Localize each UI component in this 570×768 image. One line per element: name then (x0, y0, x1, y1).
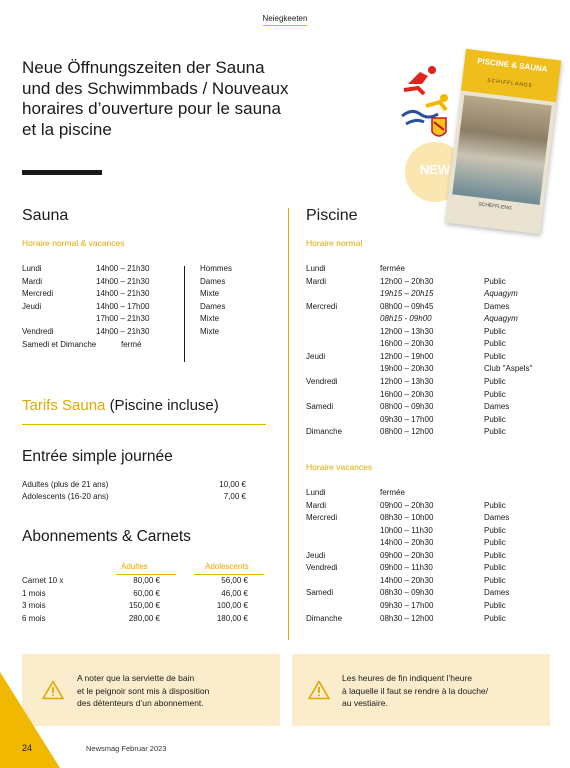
piscine-day: Jeudi (306, 351, 326, 361)
piscine-vac-day: Lundi (306, 488, 326, 497)
piscine-vacances-label: Horaire vacances (306, 462, 373, 472)
tarifs-rule (22, 424, 266, 425)
piscine-normal-label: Horaire normal (306, 238, 363, 248)
piscine-time: fermée (380, 264, 405, 273)
piscine-day: Lundi (306, 264, 326, 273)
flyer-title: PISCINE & SAUNA (476, 56, 549, 74)
title-underline (22, 170, 102, 175)
piscine-who: Public (484, 351, 506, 361)
piscine-vac-who: Public (484, 550, 506, 560)
piscine-who: Public (484, 389, 506, 399)
subscriptions-title: Abonnements & Carnets (22, 528, 191, 545)
piscine-time: 12h00 – 19h00 (380, 351, 434, 361)
piscine-who: Public (484, 376, 506, 386)
new-badge: NEW (419, 162, 451, 177)
price-label: Adolescents (16-20 ans) (22, 492, 109, 501)
piscine-who: Aquagym (484, 314, 518, 324)
piscine-who: Public (484, 427, 506, 437)
piscine-who: Public (484, 326, 506, 336)
piscine-vac-who: Public (484, 538, 506, 548)
piscine-time: 09h30 – 17h00 (380, 414, 434, 424)
piscine-time: 12h00 – 13h30 (380, 326, 434, 336)
piscine-vac-time: 09h00 – 20h30 (380, 500, 434, 510)
note-left-line: et le peignoir sont mis à disposition (77, 685, 210, 696)
sauna-time: 14h00 – 21h30 (96, 276, 150, 286)
price-adultes: 280,00 € (128, 613, 160, 623)
piscine-who: Public (484, 276, 506, 286)
piscine-vac-who: Dames (484, 588, 510, 598)
piscine-vac-time: 14h00 – 20h30 (380, 575, 434, 585)
price-adultes: 60,00 € (133, 588, 160, 598)
sauna-who: Mixte (200, 314, 220, 323)
simple-entry-title: Entrée simple journée (22, 448, 173, 465)
piscine-time: 08h00 – 09h30 (380, 402, 434, 412)
sauna-who: Mixte (200, 327, 220, 336)
sauna-day: Samedi et Dimanche (22, 339, 97, 349)
price-adolescents: 100,00 € (216, 601, 248, 610)
sauna-title: Sauna (22, 207, 69, 224)
piscine-vac-time: 08h30 – 09h30 (380, 588, 434, 598)
sauna-time: 14h00 – 21h30 (96, 264, 150, 273)
piscine-who: Dames (484, 402, 510, 412)
piscine-vac-who: Public (484, 600, 506, 610)
piscine-vac-day: Dimanche (306, 613, 343, 623)
piscine-day: Samedi (306, 402, 334, 412)
piscine-time: 12h00 – 20h30 (380, 276, 434, 286)
piscine-who: Public (484, 339, 506, 349)
piscine-vac-time: 09h00 – 20h30 (380, 550, 434, 560)
sauna-time: 14h00 – 17h00 (96, 301, 150, 311)
piscine-vac-day: Mercredi (306, 513, 338, 523)
sauna-who: Mixte (200, 289, 220, 298)
sauna-subtitle: Horaire normal & vacances (22, 238, 125, 248)
sauna-time: 14h00 – 21h30 (96, 327, 150, 336)
subscription-label: Carnet 10 x (22, 576, 64, 585)
price-adultes: 80,00 € (133, 576, 160, 585)
piscine-vac-time: 09h00 – 11h30 (380, 563, 433, 573)
piscine-who: Aquagym (484, 289, 518, 299)
page-number: 24 (22, 743, 33, 753)
piscine-time: 12h00 – 13h30 (380, 376, 434, 386)
price-value: 10,00 € (219, 480, 246, 489)
piscine-vac-day: Vendredi (306, 563, 338, 573)
sauna-who: Dames (200, 276, 226, 286)
note-right-line: Les heures de fin indiquent l’heure (342, 673, 472, 683)
page-title: Neue Öffnungszeiten der Sauna und des Schwimmbads / Nouveaux horaires d’ouverture pour le sauna et la piscine (22, 58, 289, 140)
tarifs-title: Tarifs Sauna (Piscine incluse) (22, 397, 219, 414)
piscine-time: 08h15 - 09h00 (380, 314, 432, 324)
piscine-day: Vendredi (306, 376, 338, 386)
price-adultes: 150,00 € (128, 601, 160, 610)
piscine-vac-day: Samedi (306, 588, 334, 598)
piscine-time: 19h15 – 20h15 (380, 289, 434, 299)
piscine-vac-who: Dames (484, 513, 510, 523)
piscine-time: 16h00 – 20h30 (380, 389, 434, 399)
piscine-vac-who: Public (484, 575, 506, 585)
note-right-line: à laquelle il faut se rendre à la douche/ (342, 685, 489, 696)
price-adolescents: 180,00 € (216, 613, 248, 623)
magazine-name: Newsmag Februar 2023 (86, 744, 167, 753)
sauna-who: Hommes (200, 264, 233, 273)
flyer-image (445, 49, 562, 234)
sauna-day: Mardi (22, 276, 43, 286)
price-adolescents: 56,00 € (221, 576, 248, 585)
sauna-day: Jeudi (22, 301, 42, 311)
piscine-who: Dames (484, 301, 510, 311)
col-head-adultes: Adultes (121, 562, 148, 571)
sauna-time: fermé (121, 339, 142, 349)
piscine-who: Public (484, 414, 506, 424)
note-right (292, 654, 550, 726)
piscine-vac-time: 08h30 – 12h00 (380, 613, 434, 623)
subscription-label: 6 mois (22, 613, 46, 623)
sauna-who: Dames (200, 301, 226, 311)
note-left (22, 654, 280, 726)
sauna-day: Mercredi (22, 289, 54, 298)
piscine-vac-time: fermée (380, 488, 405, 497)
piscine-time: 08h00 – 09h45 (380, 301, 434, 311)
piscine-vac-time: 08h30 – 10h00 (380, 513, 434, 523)
corner-decoration (0, 672, 60, 768)
sports-pictogram-icon (398, 62, 454, 142)
sauna-day: Lundi (22, 264, 42, 273)
subscription-label: 3 mois (22, 601, 46, 610)
price-label: Adultes (plus de 21 ans) (22, 480, 109, 489)
piscine-day: Mardi (306, 276, 327, 286)
piscine-time: 16h00 – 20h30 (380, 339, 434, 349)
piscine-vac-who: Public (484, 613, 506, 623)
flyer-footer: SCHËFFLENG (477, 201, 513, 212)
piscine-vac-time: 14h00 – 20h30 (380, 538, 434, 548)
piscine-vac-who: Public (484, 525, 506, 535)
sauna-time: 14h00 – 21h30 (96, 289, 150, 298)
piscine-who: Club "Aspels" (484, 364, 533, 374)
sauna-day: Vendredi (22, 327, 54, 336)
section-tag: Neiegkeeten (0, 14, 570, 26)
note-left-line: A noter que la serviette de bain (77, 673, 195, 683)
piscine-time: 08h00 – 12h00 (380, 427, 434, 437)
sauna-time: 17h00 – 21h30 (96, 314, 150, 323)
piscine-vac-day: Mardi (306, 500, 327, 510)
sauna-divider (184, 266, 185, 362)
note-right-line: au vestiaire. (342, 698, 388, 708)
piscine-vac-day: Jeudi (306, 550, 326, 560)
piscine-vac-who: Public (484, 563, 506, 573)
subscription-label: 1 mois (22, 588, 46, 598)
note-left-line: des détenteurs d’un abonnement. (77, 698, 204, 708)
piscine-day: Dimanche (306, 427, 343, 437)
price-value: 7,00 € (223, 492, 246, 501)
warning-icon (308, 680, 330, 700)
piscine-time: 19h00 – 20h30 (380, 364, 434, 374)
piscine-vac-time: 10h00 – 11h30 (380, 525, 433, 535)
piscine-day: Mercredi (306, 301, 338, 311)
flyer-subtitle: SCHIFFLANGE (486, 77, 534, 90)
price-adolescents: 46,00 € (221, 588, 248, 598)
piscine-vac-time: 09h30 – 17h00 (380, 600, 434, 610)
piscine-vac-who: Public (484, 500, 506, 510)
column-divider (288, 208, 289, 640)
col-head-adolescents: Adolescents (205, 562, 249, 571)
piscine-title: Piscine (306, 207, 358, 224)
